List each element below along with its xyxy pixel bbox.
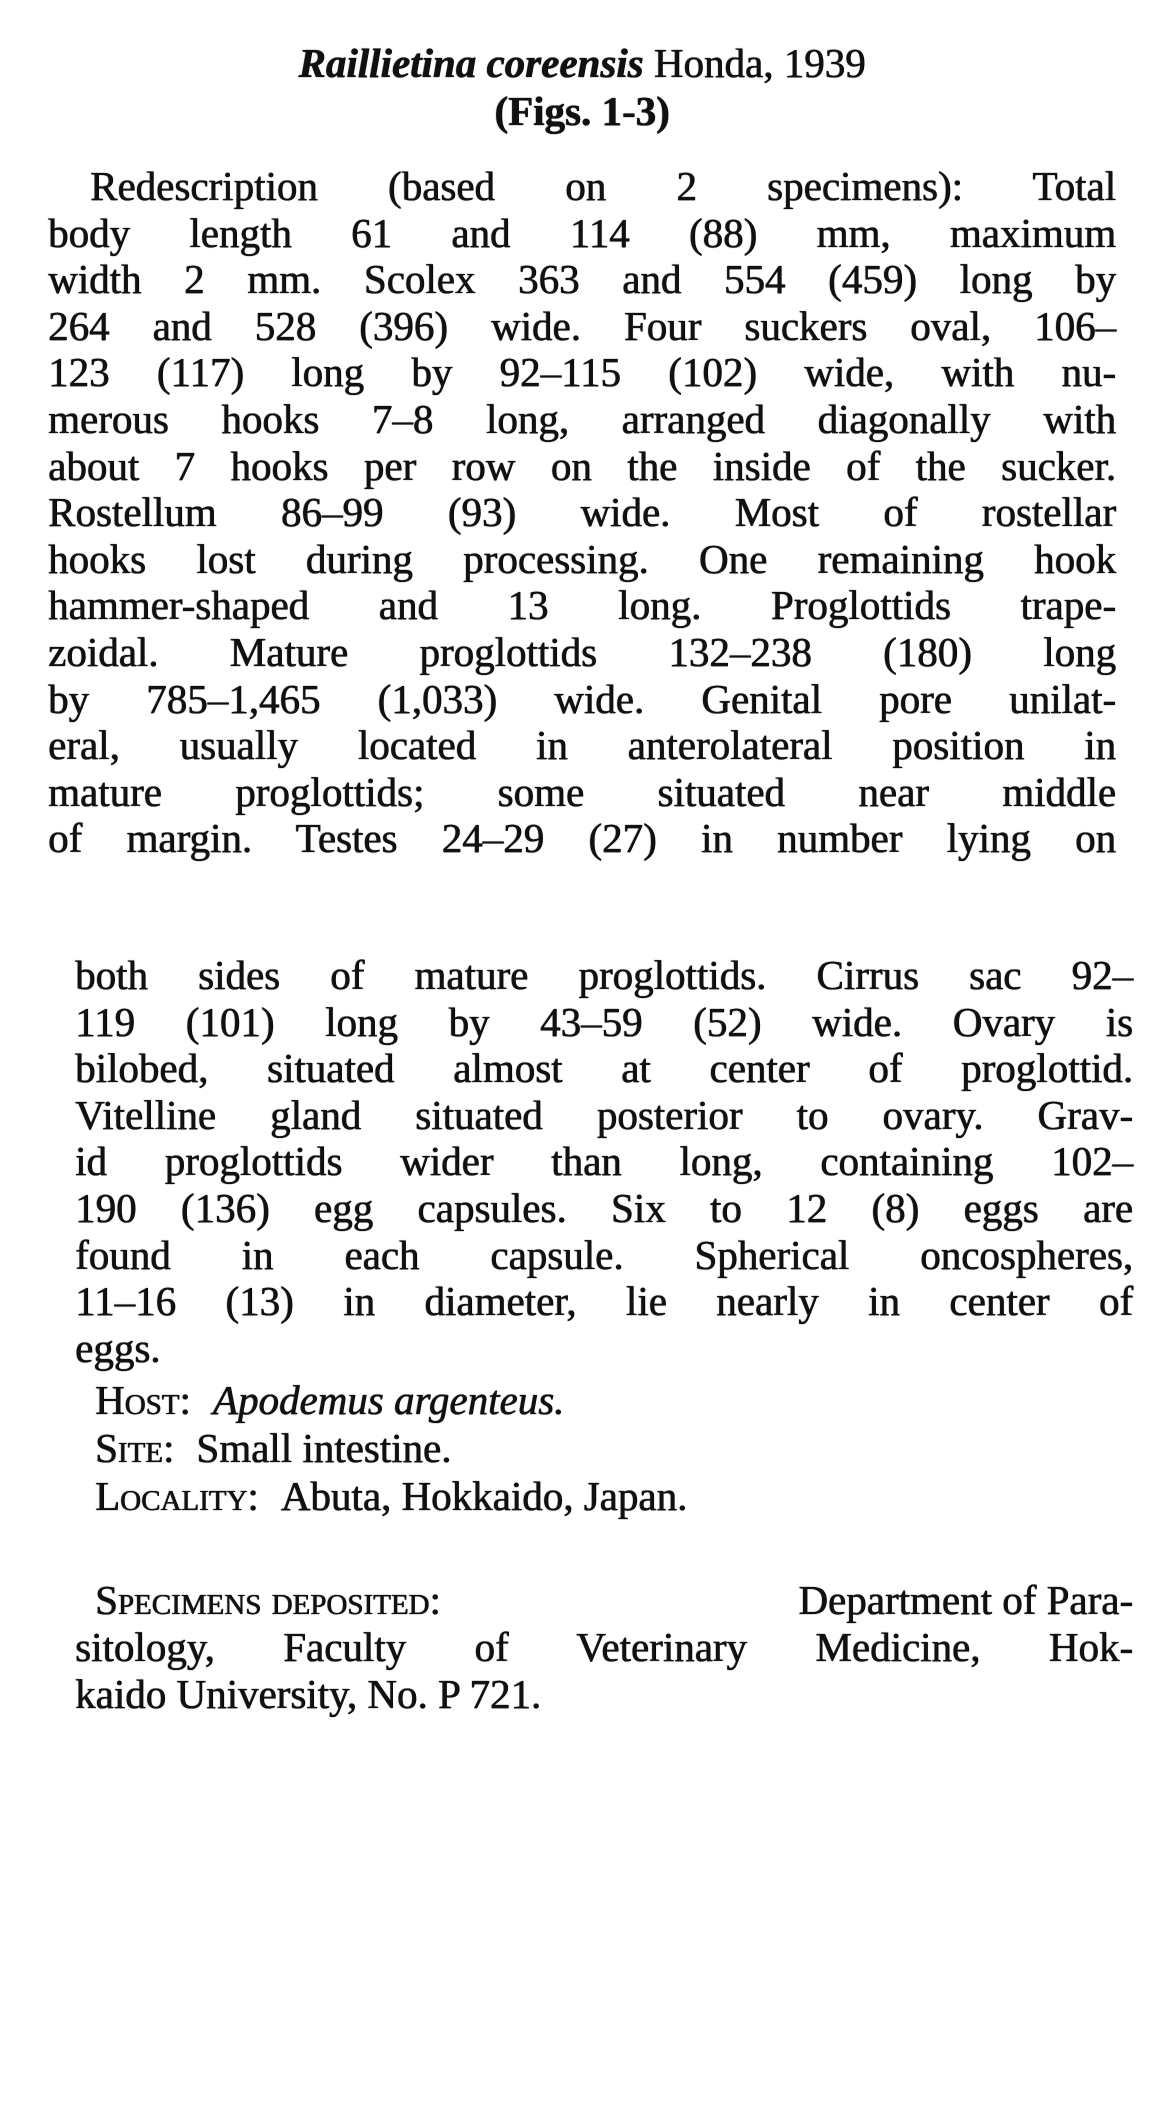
text-line: 119 (101) long by 43–59 (52) wide. Ovary is xyxy=(75,998,1133,1045)
text-line: Rostellum 86–99 (93) wide. Most of rostellar xyxy=(48,489,1116,536)
host-line xyxy=(95,1377,564,1424)
text-line: eral, usually located in anterolateral position in xyxy=(48,722,1116,769)
text-line: Vitelline gland situated posterior to ovary. Grav- xyxy=(75,1091,1133,1138)
text-line: zoidal. Mature proglottids 132–238 (180) long xyxy=(48,629,1116,675)
text-line: about 7 hooks per row on the inside of the sucker. xyxy=(48,442,1116,489)
text-line: 264 and 528 (396) wide. Four suckers oval, 106– xyxy=(48,302,1116,349)
species-authority: Honda, 1939 xyxy=(653,40,866,86)
host-label: Host: xyxy=(95,1377,191,1423)
figure-reference: (Figs. 1-3) xyxy=(494,88,670,134)
specimens-line-3: kaido University, No. P 721. xyxy=(75,1671,542,1717)
text-line: bilobed, situated almost at center of proglottid. xyxy=(75,1045,1133,1092)
site-value: Small intestine. xyxy=(196,1425,452,1471)
specimens-label: Specimens deposited: xyxy=(95,1577,441,1623)
specimens-text: Department of Para- xyxy=(798,1577,1133,1623)
text-line: 11–16 (13) in diameter, lie nearly in center of xyxy=(75,1278,1133,1325)
text-line: 190 (136) egg capsules. Six to 12 (8) eggs are xyxy=(75,1185,1133,1231)
specimens-line-1 xyxy=(95,1577,1133,1624)
text-line: hooks lost during processing. One remaining hook xyxy=(48,535,1116,582)
site-label: Site: xyxy=(95,1425,175,1471)
text-line: by 785–1,465 (1,033) wide. Genital pore unilat- xyxy=(48,675,1116,722)
text-line: width 2 mm. Scolex 363 and 554 (459) long by xyxy=(48,256,1116,303)
specimens-line-2: sitology, Faculty of Veterinary Medicine, Hok- xyxy=(75,1624,1133,1670)
text-line: mature proglottids; some situated near middle xyxy=(48,768,1116,815)
locality-line xyxy=(95,1473,687,1520)
text-line: hammer-shaped and 13 long. Proglottids trape- xyxy=(48,582,1116,629)
text-line: Redescription (based on 2 specimens): Total xyxy=(90,163,1116,209)
locality-label: Locality: xyxy=(95,1473,259,1519)
site-line xyxy=(95,1425,451,1472)
text-line: id proglottids wider than long, containing 102– xyxy=(75,1138,1133,1185)
locality-value: Abuta, Hokkaido, Japan. xyxy=(280,1473,688,1519)
text-line: body length 61 and 114 (88) mm, maximum xyxy=(48,209,1116,256)
text-line: eggs. xyxy=(75,1324,161,1371)
host-value: Apodemus argenteus. xyxy=(212,1377,565,1423)
text-line: merous hooks 7–8 long, arranged diagonally with xyxy=(48,396,1116,442)
text-line: of margin. Testes 24–29 (27) in number lying on xyxy=(48,815,1116,862)
species-name: Raillietina coreensis xyxy=(298,40,644,86)
species-title xyxy=(0,40,1164,87)
text-line: found in each capsule. Spherical oncospheres, xyxy=(75,1231,1133,1278)
text-line: 123 (117) long by 92–115 (102) wide, with nu- xyxy=(48,349,1116,396)
text-line: both sides of mature proglottids. Cirrus sac 92– xyxy=(75,952,1133,998)
